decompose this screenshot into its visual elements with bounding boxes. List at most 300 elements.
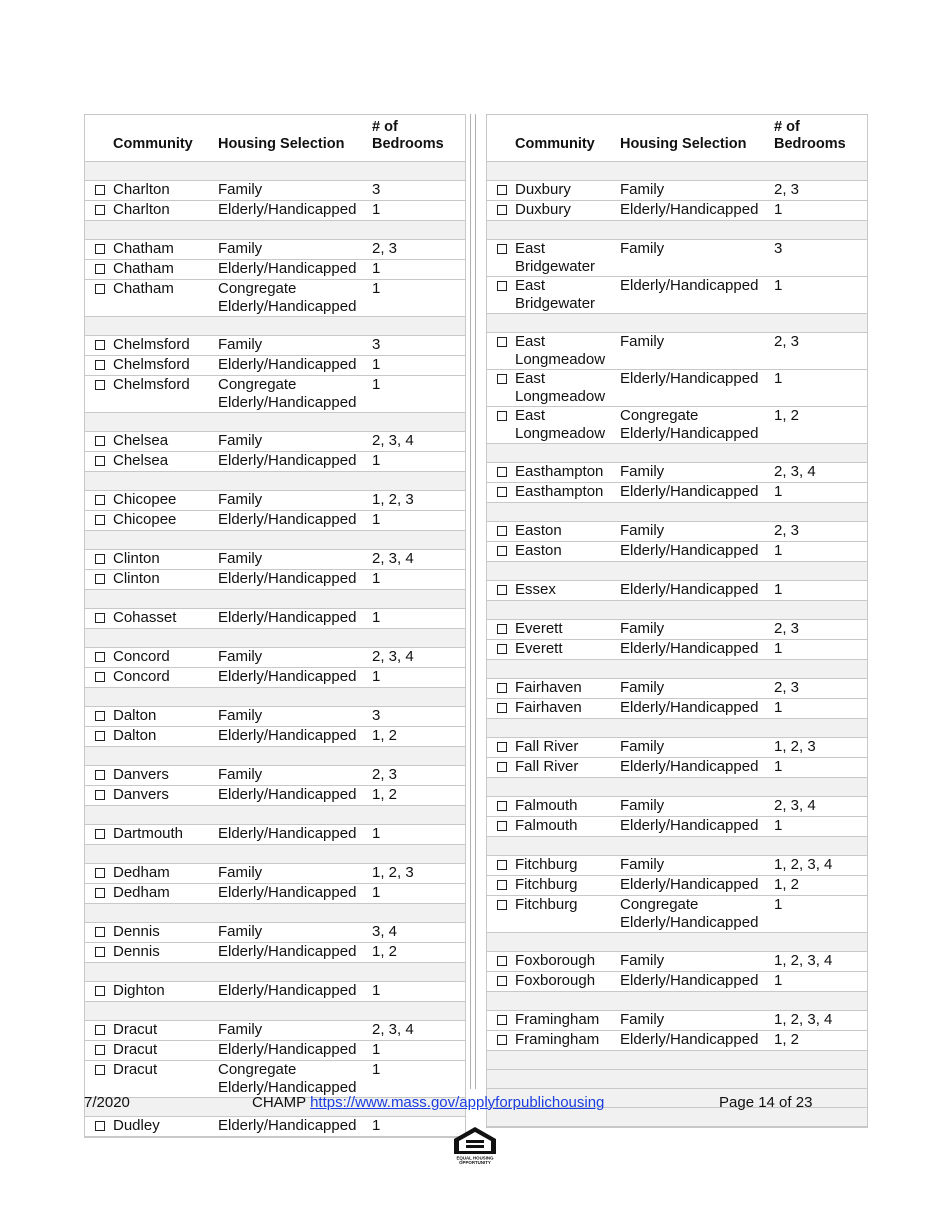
bedrooms-cell: 1 <box>774 201 783 218</box>
svg-text:OPPORTUNITY: OPPORTUNITY <box>459 1160 491 1165</box>
bedrooms-cell: 1 <box>774 896 783 913</box>
checkbox[interactable] <box>95 260 107 279</box>
checkbox[interactable] <box>497 370 509 406</box>
checkbox[interactable] <box>497 876 509 895</box>
bedrooms-cell: 1, 2 <box>372 727 398 744</box>
table-row <box>85 280 465 317</box>
spacer-row <box>85 590 465 609</box>
table-row <box>85 356 465 376</box>
community-name: Fitchburg <box>515 876 578 893</box>
community-name: Chelmsford <box>113 356 190 373</box>
checkbox[interactable] <box>497 542 509 561</box>
bedrooms-cell: 1 <box>372 825 381 842</box>
community-name: Chicopee <box>113 491 177 508</box>
table-row <box>85 1041 465 1061</box>
community-cell <box>85 825 218 844</box>
checkbox[interactable] <box>497 522 509 541</box>
community-cell <box>487 201 620 220</box>
bedrooms-cell: 1, 2, 3, 4 <box>774 1011 833 1028</box>
housing-selection-cell: Elderly/Handicapped <box>218 511 357 528</box>
community-cell <box>487 240 620 276</box>
table-row <box>487 679 867 699</box>
community-name: Danvers <box>113 786 169 803</box>
header-housing-selection: Housing Selection <box>218 136 345 152</box>
community-name: Easthampton <box>515 463 604 480</box>
table-row <box>487 856 867 876</box>
community-name: Framingham <box>515 1011 600 1028</box>
housing-selection-cell: Elderly/Handicapped <box>620 581 759 598</box>
community-name: Dighton <box>113 982 165 999</box>
bedrooms-cell: 1 <box>372 356 381 373</box>
community-cell <box>487 1031 620 1050</box>
checkbox[interactable] <box>497 972 509 991</box>
community-cell <box>85 884 218 903</box>
spacer-row <box>85 904 465 923</box>
checkbox[interactable] <box>95 511 107 530</box>
community-cell <box>487 876 620 895</box>
table-row <box>85 923 465 943</box>
checkbox[interactable] <box>95 1061 107 1097</box>
equal-housing-icon <box>451 1125 499 1165</box>
housing-selection-cell: Family <box>218 550 263 567</box>
checkbox[interactable] <box>95 982 107 1001</box>
spacer-row <box>487 719 867 738</box>
checkbox[interactable] <box>497 817 509 836</box>
bedrooms-cell: 1, 2, 3 <box>372 864 414 881</box>
bedrooms-cell: 1, 2, 3, 4 <box>774 856 833 873</box>
table-row <box>85 786 465 806</box>
community-name: Duxbury <box>515 181 571 198</box>
bedrooms-cell: 3 <box>774 240 783 257</box>
community-cell <box>487 817 620 836</box>
footer-champ-prefix: CHAMP <box>252 1094 311 1111</box>
community-name: Fairhaven <box>515 699 582 716</box>
header-bedrooms-text: # of Bedrooms <box>372 119 444 152</box>
housing-selection-cell: Elderly/Handicapped <box>620 876 759 893</box>
housing-selection-cell: Family <box>620 522 665 539</box>
spacer-row <box>85 221 465 240</box>
checkbox[interactable] <box>95 707 107 726</box>
left-rows <box>85 162 465 1137</box>
table-row <box>85 707 465 727</box>
housing-selection-cell: Elderly/Handicapped <box>218 884 357 901</box>
community-name: Fall River <box>515 738 579 755</box>
bedrooms-cell: 1 <box>372 982 381 999</box>
checkbox[interactable] <box>95 570 107 589</box>
spacer-row <box>85 806 465 825</box>
bedrooms-cell: 2, 3 <box>372 240 398 257</box>
table-header <box>487 115 867 162</box>
table-row <box>487 738 867 758</box>
community-name: Foxborough <box>515 952 596 969</box>
checkbox[interactable] <box>95 356 107 375</box>
community-cell <box>85 336 218 355</box>
checkbox[interactable] <box>497 640 509 659</box>
community-cell <box>487 856 620 875</box>
community-cell <box>487 522 620 541</box>
community-cell <box>85 1021 218 1040</box>
community-cell <box>487 679 620 698</box>
spacer-row <box>85 1002 465 1021</box>
housing-selection-cell: Elderly/Handicapped <box>620 1031 759 1048</box>
checkbox[interactable] <box>497 333 509 369</box>
community-name: Everett <box>515 620 563 637</box>
bedrooms-cell: 1 <box>372 570 381 587</box>
community-cell <box>85 432 218 451</box>
spacer-row <box>85 845 465 864</box>
bedrooms-cell: 1 <box>372 260 381 277</box>
housing-selection-cell: Elderly/Handicapped <box>620 483 759 500</box>
housing-selection-cell: Family <box>620 952 665 969</box>
spacer-row <box>487 503 867 522</box>
spacer-row <box>487 1051 867 1070</box>
community-cell <box>487 483 620 502</box>
housing-selection-cell: Family <box>218 707 263 724</box>
table-row <box>85 943 465 963</box>
checkbox[interactable] <box>497 758 509 777</box>
community-name: Fall River <box>515 758 579 775</box>
checkbox[interactable] <box>95 201 107 220</box>
checkbox[interactable] <box>95 609 107 628</box>
bedrooms-cell: 1 <box>372 511 381 528</box>
checkbox[interactable] <box>95 1041 107 1060</box>
community-name: Duxbury <box>515 201 571 218</box>
header-housing-selection: Housing Selection <box>620 136 747 152</box>
bedrooms-cell: 1, 2 <box>774 407 800 424</box>
community-cell <box>85 1061 218 1097</box>
community-name: East Longmeadow <box>515 370 606 405</box>
header-community: Community <box>113 136 193 152</box>
community-cell <box>85 727 218 746</box>
checkbox[interactable] <box>95 336 107 355</box>
table-row <box>487 952 867 972</box>
checkbox[interactable] <box>95 943 107 962</box>
community-name: Dudley <box>113 1117 160 1134</box>
bedrooms-cell: 2, 3 <box>774 522 800 539</box>
housing-selection-cell: Congregate Elderly/Handicapped <box>218 376 357 411</box>
bedrooms-cell: 1 <box>774 483 783 500</box>
housing-selection-cell: Family <box>218 648 263 665</box>
checkbox[interactable] <box>497 581 509 600</box>
table-row <box>85 1061 465 1098</box>
checkbox[interactable] <box>95 727 107 746</box>
community-name: Chatham <box>113 280 174 297</box>
table-row <box>487 972 867 992</box>
checkbox[interactable] <box>95 181 107 200</box>
checkbox[interactable] <box>95 923 107 942</box>
table-row <box>85 550 465 570</box>
community-name: Concord <box>113 668 170 685</box>
housing-selection-cell: Family <box>620 333 665 350</box>
community-cell <box>85 707 218 726</box>
checkbox[interactable] <box>497 699 509 718</box>
table-row <box>85 452 465 472</box>
table-row <box>487 463 867 483</box>
checkbox[interactable] <box>497 240 509 276</box>
spacer-row <box>487 162 867 181</box>
bedrooms-cell: 1 <box>774 817 783 834</box>
community-name: Dedham <box>113 864 170 881</box>
community-cell <box>487 463 620 482</box>
checkbox[interactable] <box>497 738 509 757</box>
bedrooms-cell: 2, 3 <box>372 766 398 783</box>
community-name: Chelmsford <box>113 336 190 353</box>
community-name: Easton <box>515 542 562 559</box>
community-cell <box>85 648 218 667</box>
community-cell <box>85 766 218 785</box>
housing-selection-cell: Congregate Elderly/Handicapped <box>218 1061 357 1096</box>
housing-selection-cell: Elderly/Handicapped <box>218 786 357 803</box>
bedrooms-cell: 2, 3, 4 <box>372 432 414 449</box>
bedrooms-cell: 2, 3, 4 <box>372 550 414 567</box>
housing-selection-cell: Elderly/Handicapped <box>218 1117 357 1134</box>
table-row <box>85 511 465 531</box>
checkbox[interactable] <box>95 550 107 569</box>
community-cell <box>487 758 620 777</box>
spacer-row <box>487 933 867 952</box>
community-cell <box>85 376 218 412</box>
housing-selection-cell: Family <box>620 856 665 873</box>
spacer-row <box>487 1070 867 1089</box>
housing-selection-cell: Elderly/Handicapped <box>218 609 357 626</box>
community-cell <box>85 452 218 471</box>
housing-selection-cell: Family <box>620 463 665 480</box>
community-name: Dalton <box>113 707 157 724</box>
community-cell <box>487 370 620 406</box>
community-name: Dracut <box>113 1021 158 1038</box>
housing-selection-cell: Family <box>620 797 665 814</box>
housing-selection-cell: Elderly/Handicapped <box>218 260 357 277</box>
checkbox[interactable] <box>497 679 509 698</box>
community-cell <box>85 201 218 220</box>
checkbox[interactable] <box>497 277 509 313</box>
housing-selection-cell: Congregate Elderly/Handicapped <box>620 407 759 442</box>
spacer-row <box>85 747 465 766</box>
table-row <box>487 797 867 817</box>
bedrooms-cell: 1, 2 <box>372 786 398 803</box>
checkbox[interactable] <box>497 407 509 443</box>
bedrooms-cell: 1 <box>774 370 783 387</box>
bedrooms-cell: 1, 2 <box>774 1031 800 1048</box>
community-name: East Bridgewater <box>515 277 596 312</box>
checkbox[interactable] <box>95 825 107 844</box>
community-name: Dracut <box>113 1041 158 1058</box>
checkbox[interactable] <box>95 1021 107 1040</box>
community-name: East Longmeadow <box>515 333 606 368</box>
table-row <box>487 581 867 601</box>
checkbox[interactable] <box>95 240 107 259</box>
checkbox[interactable] <box>95 766 107 785</box>
header-bedrooms-text: # of Bedrooms <box>774 119 846 152</box>
checkbox[interactable] <box>497 181 509 200</box>
spacer-row <box>487 221 867 240</box>
table-row <box>85 181 465 201</box>
community-cell <box>85 982 218 1001</box>
community-name: East Longmeadow <box>515 407 606 442</box>
spacer-row <box>487 601 867 620</box>
community-cell <box>85 1041 218 1060</box>
checkbox[interactable] <box>497 1031 509 1050</box>
table-row <box>487 333 867 370</box>
community-name: Falmouth <box>515 817 578 834</box>
divider <box>470 114 471 1089</box>
checkbox[interactable] <box>497 463 509 482</box>
table-row <box>85 336 465 356</box>
community-cell <box>487 333 620 369</box>
spacer-row <box>85 688 465 707</box>
left-column-table <box>84 114 466 1138</box>
housing-selection-cell: Family <box>218 766 263 783</box>
checkbox[interactable] <box>95 668 107 687</box>
checkbox[interactable] <box>497 483 509 502</box>
community-name: Easthampton <box>515 483 604 500</box>
checkbox[interactable] <box>95 452 107 471</box>
checkbox[interactable] <box>95 884 107 903</box>
checkbox[interactable] <box>95 648 107 667</box>
spacer-row <box>487 778 867 797</box>
table-row <box>85 491 465 511</box>
housing-selection-cell: Family <box>620 181 665 198</box>
housing-selection-cell: Elderly/Handicapped <box>218 1041 357 1058</box>
spacer-row <box>487 660 867 679</box>
housing-selection-cell: Family <box>218 864 263 881</box>
community-name: Dennis <box>113 943 160 960</box>
bedrooms-cell: 1 <box>774 972 783 989</box>
table-row <box>85 1021 465 1041</box>
housing-selection-cell: Family <box>218 336 263 353</box>
community-name: Chicopee <box>113 511 177 528</box>
community-name: Dracut <box>113 1061 158 1078</box>
community-cell <box>85 260 218 279</box>
bedrooms-cell: 2, 3, 4 <box>372 648 414 665</box>
housing-selection-cell: Elderly/Handicapped <box>620 277 759 294</box>
table-row <box>487 240 867 277</box>
bedrooms-cell: 1 <box>372 1117 381 1134</box>
bedrooms-cell: 1 <box>372 609 381 626</box>
housing-selection-cell: Elderly/Handicapped <box>218 452 357 469</box>
bedrooms-cell: 1 <box>774 640 783 657</box>
housing-selection-cell: Elderly/Handicapped <box>620 817 759 834</box>
bedrooms-cell: 2, 3 <box>774 620 800 637</box>
table-row <box>487 407 867 444</box>
spacer-row <box>85 629 465 648</box>
bedrooms-cell: 1, 2, 3 <box>372 491 414 508</box>
equal-housing-logo <box>451 1125 499 1170</box>
housing-selection-cell: Family <box>218 491 263 508</box>
community-name: Framingham <box>515 1031 600 1048</box>
housing-selection-cell: Elderly/Handicapped <box>218 727 357 744</box>
checkbox[interactable] <box>95 491 107 510</box>
community-cell <box>85 280 218 316</box>
table-row <box>85 240 465 260</box>
table-row <box>85 201 465 221</box>
bedrooms-cell: 3, 4 <box>372 923 398 940</box>
housing-selection-cell: Elderly/Handicapped <box>218 943 357 960</box>
housing-selection-cell: Elderly/Handicapped <box>218 570 357 587</box>
checkbox[interactable] <box>95 1117 107 1136</box>
community-name: Dennis <box>113 923 160 940</box>
bedrooms-cell: 3 <box>372 181 381 198</box>
checkbox[interactable] <box>95 786 107 805</box>
community-cell <box>487 1011 620 1030</box>
table-row <box>487 277 867 314</box>
community-cell <box>85 864 218 883</box>
community-name: Dalton <box>113 727 157 744</box>
community-name: Chelsea <box>113 432 169 449</box>
table-row <box>487 896 867 933</box>
checkbox[interactable] <box>497 952 509 971</box>
bedrooms-cell: 1, 2 <box>372 943 398 960</box>
housing-selection-cell: Elderly/Handicapped <box>620 972 759 989</box>
community-cell <box>487 542 620 561</box>
spacer-row <box>487 444 867 463</box>
bedrooms-cell: 1 <box>372 201 381 218</box>
table-row <box>85 376 465 413</box>
housing-selection-cell: Elderly/Handicapped <box>218 825 357 842</box>
spacer-row <box>85 531 465 550</box>
community-name: Charlton <box>113 201 170 218</box>
community-name: Essex <box>515 581 556 598</box>
table-row <box>85 570 465 590</box>
checkbox[interactable] <box>497 201 509 220</box>
housing-selection-cell: Family <box>620 738 665 755</box>
housing-selection-cell: Family <box>218 923 263 940</box>
checkbox[interactable] <box>497 620 509 639</box>
checkbox[interactable] <box>497 1011 509 1030</box>
community-cell <box>85 786 218 805</box>
spacer-row <box>487 837 867 856</box>
spacer-row <box>85 413 465 432</box>
checkbox[interactable] <box>497 797 509 816</box>
community-name: Cohasset <box>113 609 177 626</box>
bedrooms-cell: 2, 3, 4 <box>372 1021 414 1038</box>
housing-selection-cell: Family <box>620 1011 665 1028</box>
checkbox[interactable] <box>95 432 107 451</box>
community-cell <box>85 668 218 687</box>
bedrooms-cell: 1 <box>774 581 783 598</box>
apply-link[interactable]: https://www.mass.gov/applyforpublichousing <box>310 1094 605 1111</box>
footer-champ <box>252 1094 604 1112</box>
spacer-row <box>487 314 867 333</box>
housing-selection-cell: Elderly/Handicapped <box>620 758 759 775</box>
checkbox[interactable] <box>497 896 509 932</box>
bedrooms-cell: 3 <box>372 707 381 724</box>
bedrooms-cell: 1 <box>372 280 381 297</box>
checkbox[interactable] <box>95 864 107 883</box>
checkbox[interactable] <box>497 856 509 875</box>
community-cell <box>487 738 620 757</box>
checkbox[interactable] <box>95 376 107 412</box>
table-row <box>487 542 867 562</box>
bedrooms-cell: 1 <box>774 542 783 559</box>
table-row <box>85 609 465 629</box>
spacer-row <box>487 992 867 1011</box>
community-cell <box>85 550 218 569</box>
community-name: Everett <box>515 640 563 657</box>
community-name: Dedham <box>113 884 170 901</box>
checkbox[interactable] <box>95 280 107 316</box>
table-row <box>487 483 867 503</box>
footer-page-number: Page 14 of 23 <box>719 1094 813 1111</box>
bedrooms-cell: 2, 3, 4 <box>774 797 816 814</box>
header-bedrooms <box>774 119 846 153</box>
community-cell <box>85 1117 218 1136</box>
header-bedrooms <box>372 119 444 153</box>
community-name: Charlton <box>113 181 170 198</box>
community-cell <box>487 699 620 718</box>
bedrooms-cell: 1, 2 <box>774 876 800 893</box>
bedrooms-cell: 1 <box>372 1041 381 1058</box>
